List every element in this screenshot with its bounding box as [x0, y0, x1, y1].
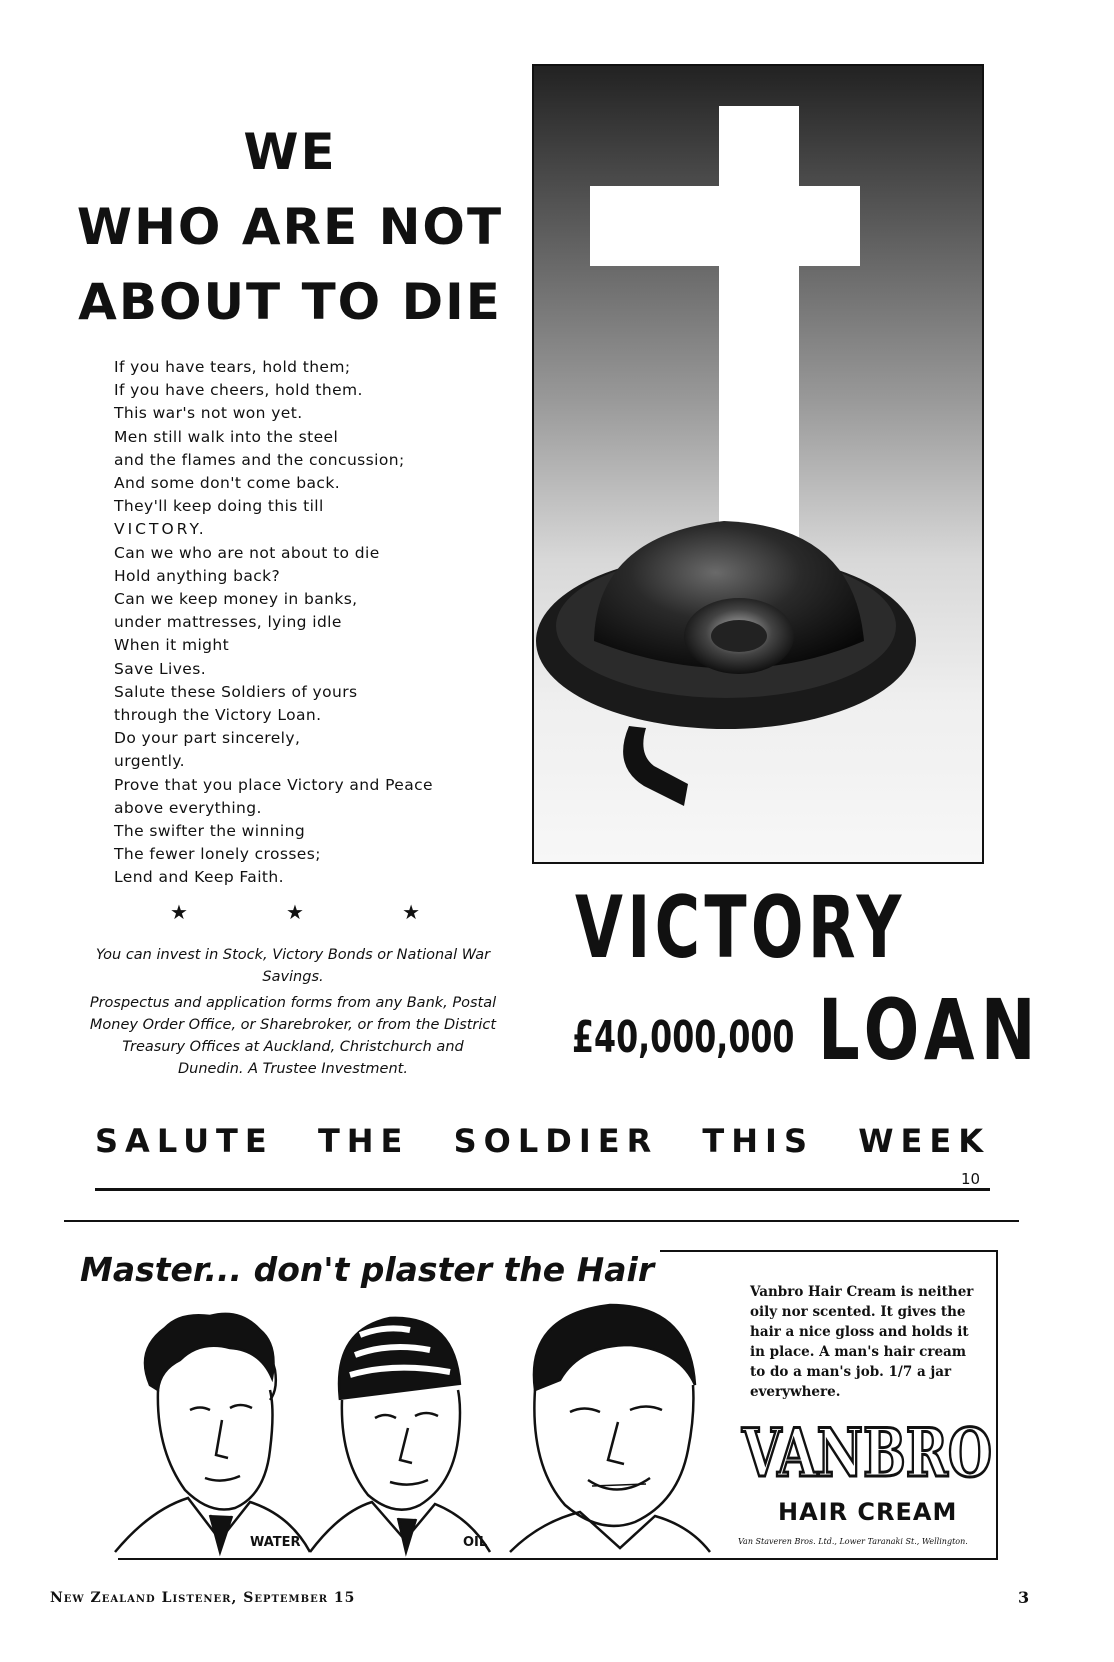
ad-number: 10: [961, 1170, 981, 1188]
cross-helmet-illustration: [532, 64, 984, 864]
headline-line-3: ABOUT TO DIE: [78, 273, 502, 331]
investment-info: [88, 944, 498, 1084]
poem-line: Do your part sincerely,: [114, 729, 301, 748]
star-icon: ★: [170, 900, 188, 924]
poem-line: Lend and Keep Faith.: [114, 868, 284, 887]
headline-line-1: WE: [243, 123, 337, 181]
divider-rule: [95, 1188, 990, 1191]
slogan-word: THIS: [702, 1122, 814, 1160]
poem-line: under mattresses, lying idle: [114, 613, 342, 632]
cross-horizontal: [590, 186, 860, 266]
label-oil: OIL: [463, 1535, 488, 1550]
loan-title: LOAN: [818, 981, 1042, 1079]
cross-helmet-svg: [534, 66, 986, 866]
hair-cream-label: HAIR CREAM: [778, 1498, 958, 1526]
poem-line: This war's not won yet.: [114, 404, 303, 423]
poem-line: Prove that you place Victory and Peace: [114, 775, 433, 794]
vanbro-logo-text: VANBRO: [741, 1414, 992, 1492]
invest-line: You can invest in Stock, Victory Bonds or National War Savings.: [95, 947, 491, 985]
face-vanbro: [510, 1305, 710, 1552]
poem-line: They'll keep doing this till: [114, 497, 324, 516]
page-number: 3: [1018, 1588, 1030, 1607]
poem-line: through the Victory Loan.: [114, 706, 322, 725]
victory-headline: [70, 115, 510, 340]
poem-line: Can we keep money in banks,: [114, 590, 358, 609]
hair-comparison-illustration: [110, 1290, 740, 1560]
maker-address: Van Staveren Bros. Ltd., Lower Taranaki St., Wellington.: [738, 1537, 968, 1546]
slogan-word: SALUTE: [95, 1122, 274, 1160]
label-water: WATER: [250, 1535, 301, 1550]
slogan-word: SOLDIER: [453, 1122, 659, 1160]
headline-line-2: WHO ARE NOT: [76, 198, 504, 256]
face-water: [115, 1314, 310, 1552]
section-rule: [64, 1220, 1019, 1222]
poem-line: When it might: [114, 636, 230, 655]
poem-line: The swifter the winning: [114, 822, 306, 841]
vanbro-logo: [738, 1414, 996, 1492]
poem: [114, 356, 494, 890]
victory-title: VICTORY: [575, 878, 906, 978]
slogan-word: THE: [317, 1122, 410, 1160]
poem-line: If you have tears, hold them;: [114, 358, 351, 376]
salute-slogan: [95, 1122, 990, 1160]
poem-line: Hold anything back?: [114, 566, 281, 585]
poem-line: VICTORY.: [114, 520, 207, 539]
helmet-strap: [623, 726, 688, 806]
star-icon: ★: [402, 900, 420, 924]
face-oil: [310, 1318, 490, 1552]
poem-line: Can we who are not about to die: [114, 543, 380, 562]
poem-line: Men still walk into the steel: [114, 427, 339, 446]
poem-line: And some don't come back.: [114, 474, 341, 493]
prospectus-line: Prospectus and application forms from any Bank, Postal Money Order Office, or Sharebroker, or from the District Treasury Offices at Auckland, Christchurch and Dunedin. A Trustee Investment.: [89, 995, 497, 1077]
loan-amount: £40,000,000: [572, 1012, 795, 1063]
poem-line: Save Lives.: [114, 659, 207, 678]
poem-line: and the flames and the concussion;: [114, 450, 405, 469]
vanbro-copy: Vanbro Hair Cream is neither oily nor scented. It gives the hair a nice gloss and holds it in place. A man's hair cream to do a man's job. 1/7 a jar everywhere.: [750, 1284, 974, 1400]
publication-footer: New Zealand Listener, September 15: [50, 1590, 356, 1606]
star-icon: ★: [286, 900, 304, 924]
poem-line: If you have cheers, hold them.: [114, 381, 363, 400]
poem-line: urgently.: [114, 752, 185, 771]
poem-line: Salute these Soldiers of yours: [114, 682, 358, 701]
cross-vertical: [719, 106, 799, 566]
vanbro-headline: Master... don't plaster the Hair: [80, 1250, 660, 1289]
poem-line: The fewer lonely crosses;: [114, 845, 321, 864]
poem-line: above everything.: [114, 798, 262, 817]
star-divider: [170, 900, 420, 924]
slogan-word: WEEK: [858, 1122, 990, 1160]
